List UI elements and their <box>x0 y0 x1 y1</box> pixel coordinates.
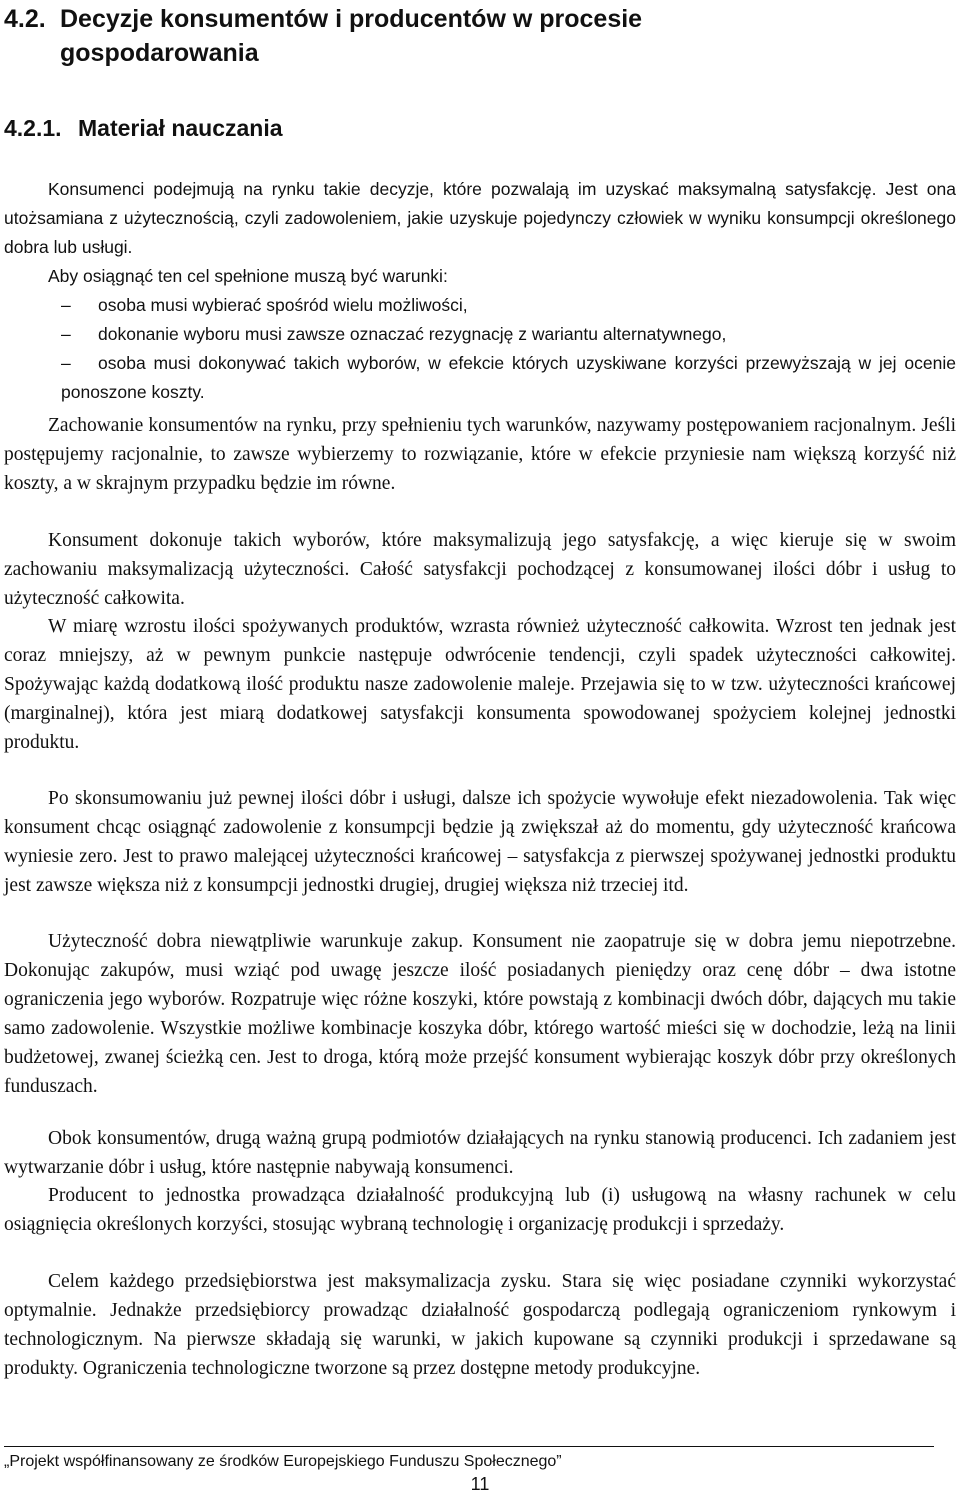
footer-note: „Projekt współfinansowany ze środków Europejskiego Funduszu Społecznego” <box>4 1453 562 1470</box>
condition-item <box>4 291 956 320</box>
paragraph-diminishing-utility: Po skonsumowaniu już pewnej ilości dóbr i usługi, dalsze ich spożycie wywołuje efekt niezadowolenia. Tak więc konsument chcąc osiągnąć zadowolenie z konsumpcji będzie ją zwiększał aż do momentu, gdy użyteczność krańcowa wyniesie zero. Jest to prawo malejącej użyteczności krańcowej – satysfakcja z pierwszej spożywanej jednostki produktu jest zawsze większa niż z konsumpcji jednostki drugiej, drugiej większa niż trzeciej itd. <box>4 788 956 896</box>
paragraph-profit-max: Celem każdego przedsiębiorstwa jest maksymalizacja zysku. Stara się więc posiadane czynniki wykorzystać optymalnie. Jednakże przedsiębiorcy prowadząc działalność gospodarczą podlegają ograniczeniom rynkowym i technologicznym. Na pierwsze składają się warunki, w jakich kupowane są czynniki produkcji i sprzedawane są produkty. Ograniczenia technologiczne tworzone są przez dostępne metody produkcyjne. <box>4 1271 956 1379</box>
section-heading <box>4 2 904 70</box>
paragraph-rational-behavior: Zachowanie konsumentów na rynku, przy spełnieniu tych warunków, nazywamy postępowaniem racjonalnym. Jeśli postępujemy racjonalnie, to zawsze wybierzemy to rozwiązanie, które w efekcie przyniesie nam większą korzyść niż koszty, a w skrajnym przypadku będzie im równe. <box>4 415 956 494</box>
condition-item <box>4 320 956 349</box>
paragraph-marginal-utility: W miarę wzrostu ilości spożywanych produktów, wzrasta również użyteczność całkowita. Wzrost ten jednak jest coraz mniejszy, aż w pewnym punkcie następuje odwrócenie tendencji, czyli spadek użyteczności całkowitej. Spożywając każdą dodatkową ilość produktu nasze zadowolenie maleje. Przejawia się to w tzw. użyteczności krańcowej (marginalnej), która jest miarą dodatkowej satysfakcji konsumenta spowodowanej spożyciem kolejnej jednostki produktu. <box>4 616 956 753</box>
paragraph-producer-definition: Producent to jednostka prowadząca działalność produkcyjną lub (i) usługową na własny rachunek w celu osiągnięcia określonych korzyści, stosując wybraną technologię i organizację produkcji i sprzedaży. <box>4 1185 956 1235</box>
dash-marker: – <box>61 324 71 344</box>
paragraph-utility-max: Konsument dokonuje takich wyborów, które maksymalizują jego satysfakcję, a więc kieruje się w swoim zachowaniu maksymalizacją użyteczności. Całość satysfakcji pochodzącej z konsumowanej ilości dóbr i usług to użyteczność całkowita. <box>4 530 956 609</box>
subsection-number: 4.2.1. <box>4 115 62 141</box>
dash-marker: – <box>61 353 71 373</box>
subsection-heading <box>4 112 283 144</box>
condition-text: osoba musi wybierać spośród wielu możliwości, <box>98 295 468 315</box>
condition-item <box>4 349 956 407</box>
conditions-intro: Aby osiągnąć ten cel spełnione muszą być warunki: <box>48 266 448 286</box>
intro-paragraph: Konsumenci podejmują na rynku takie decyzje, które pozwalają im uzyskać maksymalną satysfakcję. Jest ona utożsamiana z użytecznością, czyli zadowoleniem, jakie uzyskuje pojedynczy człowiek w wyniku konsumpcji określonego dobra lub usługi. <box>4 179 956 257</box>
subsection-title: Materiał nauczania <box>78 115 283 141</box>
paragraph-budget-line: Użyteczność dobra niewątpliwie warunkuje zakup. Konsument nie zaopatruje się w dobra jemu niepotrzebne. Dokonując zakupów, musi wziąć pod uwagę jeszcze ilość posiadanych pieniędzy oraz cenę dóbr – dwa istotne ograniczenia jego wyborów. Rozpatruje więc różne koszyki, które powstają z kombinacji dwóch dóbr, dających mu takie samo zadowolenie. Wszystkie możliwe kombinacje koszyka dóbr, którego wartość mieści się w dochodzie, leżą na linii budżetowej, zwanej ścieżką cen. Jest to droga, którą może przejść konsument wybierając koszyk dóbr przy określonych funduszach. <box>4 931 956 1097</box>
page-number: 11 <box>470 1474 490 1494</box>
dash-marker: – <box>61 295 71 315</box>
section-title-line2: gospodarowania <box>60 39 259 67</box>
condition-text: dokonanie wyboru musi zawsze oznaczać rezygnację z wariantu alternatywnego, <box>98 324 727 344</box>
condition-text: osoba musi dokonywać takich wyborów, w efekcie których uzyskiwane korzyści przewyższają w jej ocenie ponoszone koszty. <box>61 353 956 402</box>
section-title-line1: Decyzje konsumentów i producentów w procesie <box>60 5 643 33</box>
footer-divider <box>4 1446 934 1447</box>
section-number: 4.2. <box>4 5 46 33</box>
paragraph-producers: Obok konsumentów, drugą ważną grupą podmiotów działających na rynku stanowią producenci. Ich zadaniem jest wytwarzanie dóbr i usług, które następnie nabywają konsumenci. <box>4 1128 956 1178</box>
